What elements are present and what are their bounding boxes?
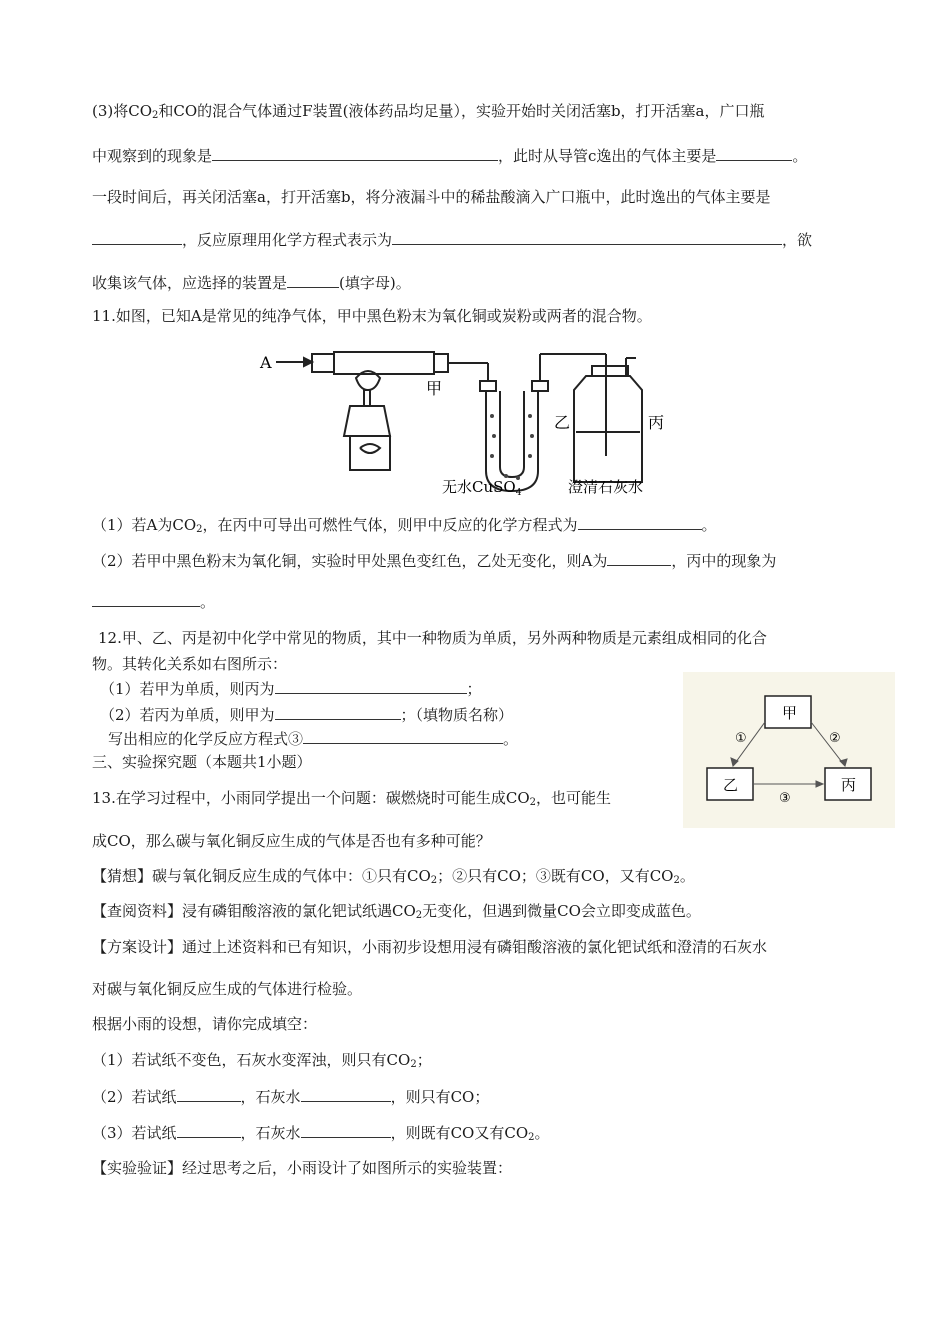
q13-guess: 【猜想】碳与氧化铜反应生成的气体中：①只有$CO_2$；②只有CO；③既有CO，又有$CO_2$。 (92, 867, 695, 886)
caption-limewater: 澄清石灰水 (568, 478, 644, 496)
answer-blank[interactable] (275, 704, 401, 720)
answer-blank[interactable] (92, 591, 200, 607)
conversion-diagram (683, 672, 895, 828)
arrow-label-2: ② (829, 731, 841, 746)
q10-line-3: 一段时间后，再关闭活塞a，打开活塞b，将分液漏斗中的稀盐酸滴入广口瓶中，此时逸出的气体主要是 (92, 188, 771, 206)
q11-stem: 11.如图，已知A是常见的纯净气体，甲中黑色粉末为氧化铜或炭粉或两者的混合物。 (92, 307, 652, 325)
node-jia: 甲 (782, 705, 798, 722)
answer-blank[interactable] (287, 272, 339, 288)
answer-blank[interactable] (177, 1122, 241, 1138)
answer-blank[interactable] (275, 678, 467, 694)
q12-part2: （2）若丙为单质，则甲为 ；（填物质名称） (100, 706, 514, 724)
q12-part1: （1）若甲为单质，则丙为 ； (100, 680, 482, 698)
q13-verify: 【实验验证】经过思考之后，小雨设计了如图所示的实验装置： (92, 1159, 513, 1177)
q10-line-2: 中观察到的现象是 ，此时从导管c逸出的气体主要是 。 (92, 147, 808, 165)
answer-blank[interactable] (301, 1086, 391, 1102)
answer-blank[interactable] (716, 145, 792, 161)
q13-fill-intro: 根据小雨的设想，请你完成填空： (92, 1015, 318, 1033)
q13-stem-2: 成CO，那么碳与氧化铜反应生成的气体是否也有多种可能？ (92, 832, 491, 850)
label-jia: 甲 (426, 379, 443, 398)
label-bing: 丙 (648, 413, 665, 432)
q11-part2-cont: 。 (92, 591, 215, 612)
label-A: A (260, 353, 272, 372)
node-yi: 乙 (723, 777, 739, 794)
apparatus-figure (256, 336, 676, 498)
answer-blank[interactable] (212, 145, 498, 161)
answer-blank[interactable] (301, 1122, 391, 1138)
q13-info: 【查阅资料】浸有磷钼酸溶液的氯化钯试纸遇$CO_2$无变化，但遇到微量CO会立即变成蓝色。 (92, 902, 701, 921)
q13-fill-2: （2）若试纸 ，石灰水 ，则只有CO； (92, 1088, 490, 1106)
answer-blank[interactable] (303, 728, 503, 744)
caption-cuso4: 无水CuSO$_4$ (442, 478, 522, 498)
q13-design-2: 对碳与氧化铜反应生成的气体进行检验。 (92, 980, 363, 998)
q12-stem-2: 物。其转化关系如右图所示： (92, 655, 288, 673)
arrow-label-1: ① (735, 731, 747, 746)
answer-blank[interactable] (607, 550, 671, 566)
q13-fill-3: （3）若试纸 ，石灰水 ，则既有CO又有$CO_2$。 (92, 1124, 550, 1143)
q13-stem-1: 13.在学习过程中，小雨同学提出一个问题：碳燃烧时可能生成$CO_2$，也可能生 (92, 789, 612, 808)
q10-line-5: 收集该气体，应选择的装置是 (填字母)。 (92, 274, 411, 292)
label-yi: 乙 (554, 413, 571, 432)
arrow-label-3: ③ (779, 791, 791, 806)
q10-line-4: ，反应原理用化学方程式表示为 ，欲 (92, 229, 812, 250)
q13-design-1: 【方案设计】通过上述资料和已有知识，小雨初步设想用浸有磷钼酸溶液的氯化钯试纸和澄清的石灰水 (92, 938, 768, 956)
q13-fill-1: （1）若试纸不变色，石灰水变浑浊，则只有$CO_2$； (92, 1051, 432, 1070)
q12-stem-1: 12.甲、乙、丙是初中化学中常见的物质，其中一种物质为单质，另外两种物质是元素组成相同的化合 (98, 629, 767, 647)
q10-line-1: (3)将$CO_2$和CO的混合气体通过F装置(液体药品均足量），实验开始时关闭活塞b，打开活塞a，广口瓶 (92, 102, 765, 121)
section-3-heading: 三、实验探究题（本题共1小题） (92, 753, 312, 771)
q11-part2: （2）若甲中黑色粉末为氧化铜，实验时甲处黑色变红色，乙处无变化，则A为 ，丙中的现象为 (92, 552, 777, 570)
node-bing: 丙 (841, 777, 857, 794)
q12-part3: 写出相应的化学反应方程式③ 。 (108, 730, 519, 748)
answer-blank[interactable] (392, 229, 782, 245)
answer-blank[interactable] (578, 514, 702, 530)
answer-blank[interactable] (92, 229, 182, 245)
answer-blank[interactable] (177, 1086, 241, 1102)
q11-part1: （1）若A为$CO_2$，在丙中可导出可燃性气体，则甲中反应的化学方程式为 。 (92, 516, 717, 535)
